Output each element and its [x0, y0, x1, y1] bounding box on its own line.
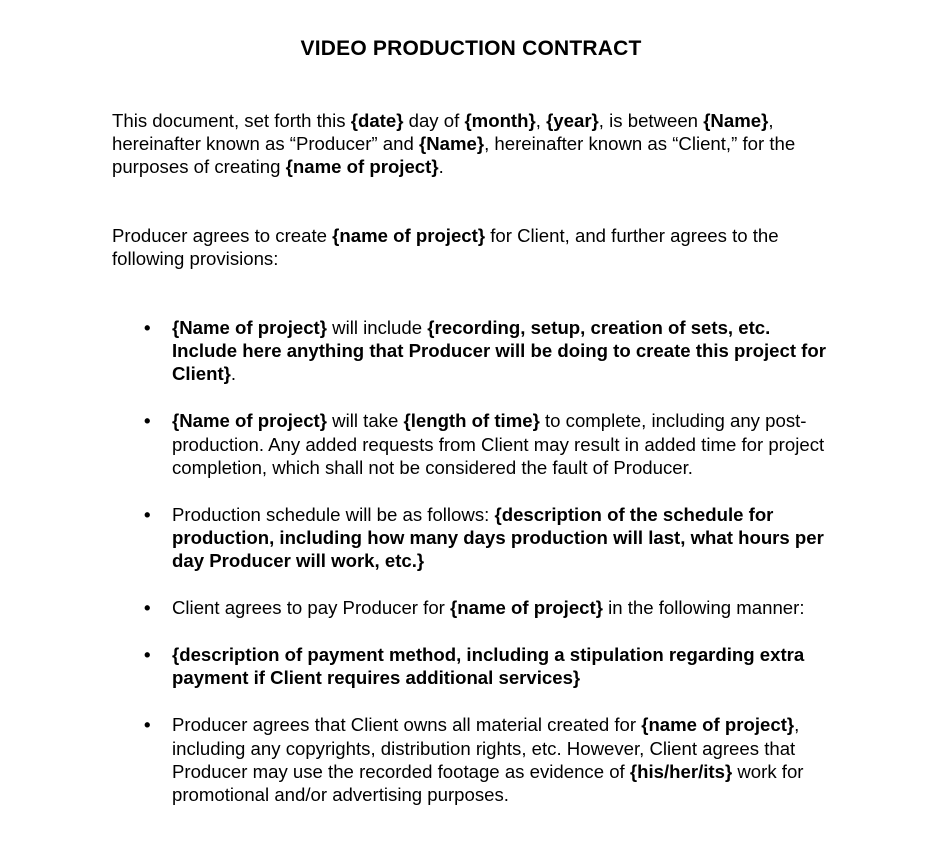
intro-paragraph [112, 109, 837, 179]
text-run: Production schedule will be as follows: [172, 503, 495, 525]
placeholder-project-name: {name of project} [641, 714, 795, 736]
text-run: work for promotional and/or advertising purposes. [172, 760, 804, 806]
provision-item [112, 316, 837, 386]
text-run: day of [403, 110, 465, 131]
text-run: to complete, including any post-production. Any added requests from Client may result in added time for project completion, which shall not be considered the fault of Producer. [172, 410, 825, 478]
placeholder-payment-method: {description of payment method, including a stipulation regarding extra payment if Client requires additional services} [172, 644, 805, 689]
bullet-icon: • [144, 714, 151, 736]
text-run: will take [327, 410, 404, 432]
placeholder-project-name: {Name of project} [172, 317, 327, 338]
placeholder-project-scope: {recording, setup, creation of sets, etc. Include here anything that Producer will be doing to create this project for Client} [172, 317, 826, 385]
text-run: . [438, 156, 444, 178]
text-run: Producer agrees to create [112, 225, 333, 246]
bullet-icon: • [144, 597, 151, 619]
provision-item [112, 713, 837, 806]
provision-item [112, 409, 837, 479]
placeholder-project-name: {name of project} [285, 156, 439, 178]
text-run: will include [327, 317, 428, 338]
text-run: Client agrees to pay Producer for [172, 597, 451, 619]
bullet-icon: • [144, 503, 151, 525]
provision-item [112, 503, 837, 573]
placeholder-producer-name: {Name} [703, 110, 769, 131]
provisions-list [112, 316, 837, 830]
provision-item [112, 643, 837, 689]
placeholder-length-of-time: {length of time} [403, 410, 540, 432]
text-run: for Client, and further agrees to the following provisions: [112, 225, 779, 270]
text-run: This document, set forth this [112, 110, 351, 131]
agreement-paragraph [112, 224, 837, 270]
text-run: , hereinafter known as “Client,” for the purposes of creating [112, 133, 796, 178]
placeholder-pronoun: {his/her/its} [629, 760, 733, 782]
placeholder-project-name: {Name of project} [172, 410, 327, 432]
bullet-icon: • [144, 644, 151, 666]
provision-item [112, 596, 837, 619]
text-run: , [535, 110, 547, 131]
text-run: , is between [598, 110, 704, 131]
text-run: in the following manner: [602, 597, 805, 619]
bullet-icon: • [144, 317, 151, 338]
text-run: Producer agrees that Client owns all material created for [172, 714, 642, 736]
text-run: . [230, 363, 237, 385]
placeholder-date: {date} [350, 110, 404, 131]
placeholder-client-name: {Name} [418, 133, 485, 155]
placeholder-year: {year} [546, 110, 599, 131]
text-run: , including any copyrights, distribution rights, etc. However, Client agrees that Producer may use the recorded footage as evidence of [172, 714, 800, 782]
text-run: , hereinafter known as “Producer” and [112, 110, 774, 155]
bullet-icon: • [144, 410, 151, 432]
placeholder-month: {month} [464, 110, 536, 131]
document-title: VIDEO PRODUCTION CONTRACT [300, 37, 642, 60]
placeholder-project-name: {name of project} [332, 225, 486, 246]
placeholder-project-name: {name of project} [450, 597, 603, 619]
placeholder-schedule-description: {description of the schedule for production, including how many days production will last, what hours per day Producer will work, etc.} [172, 503, 824, 572]
